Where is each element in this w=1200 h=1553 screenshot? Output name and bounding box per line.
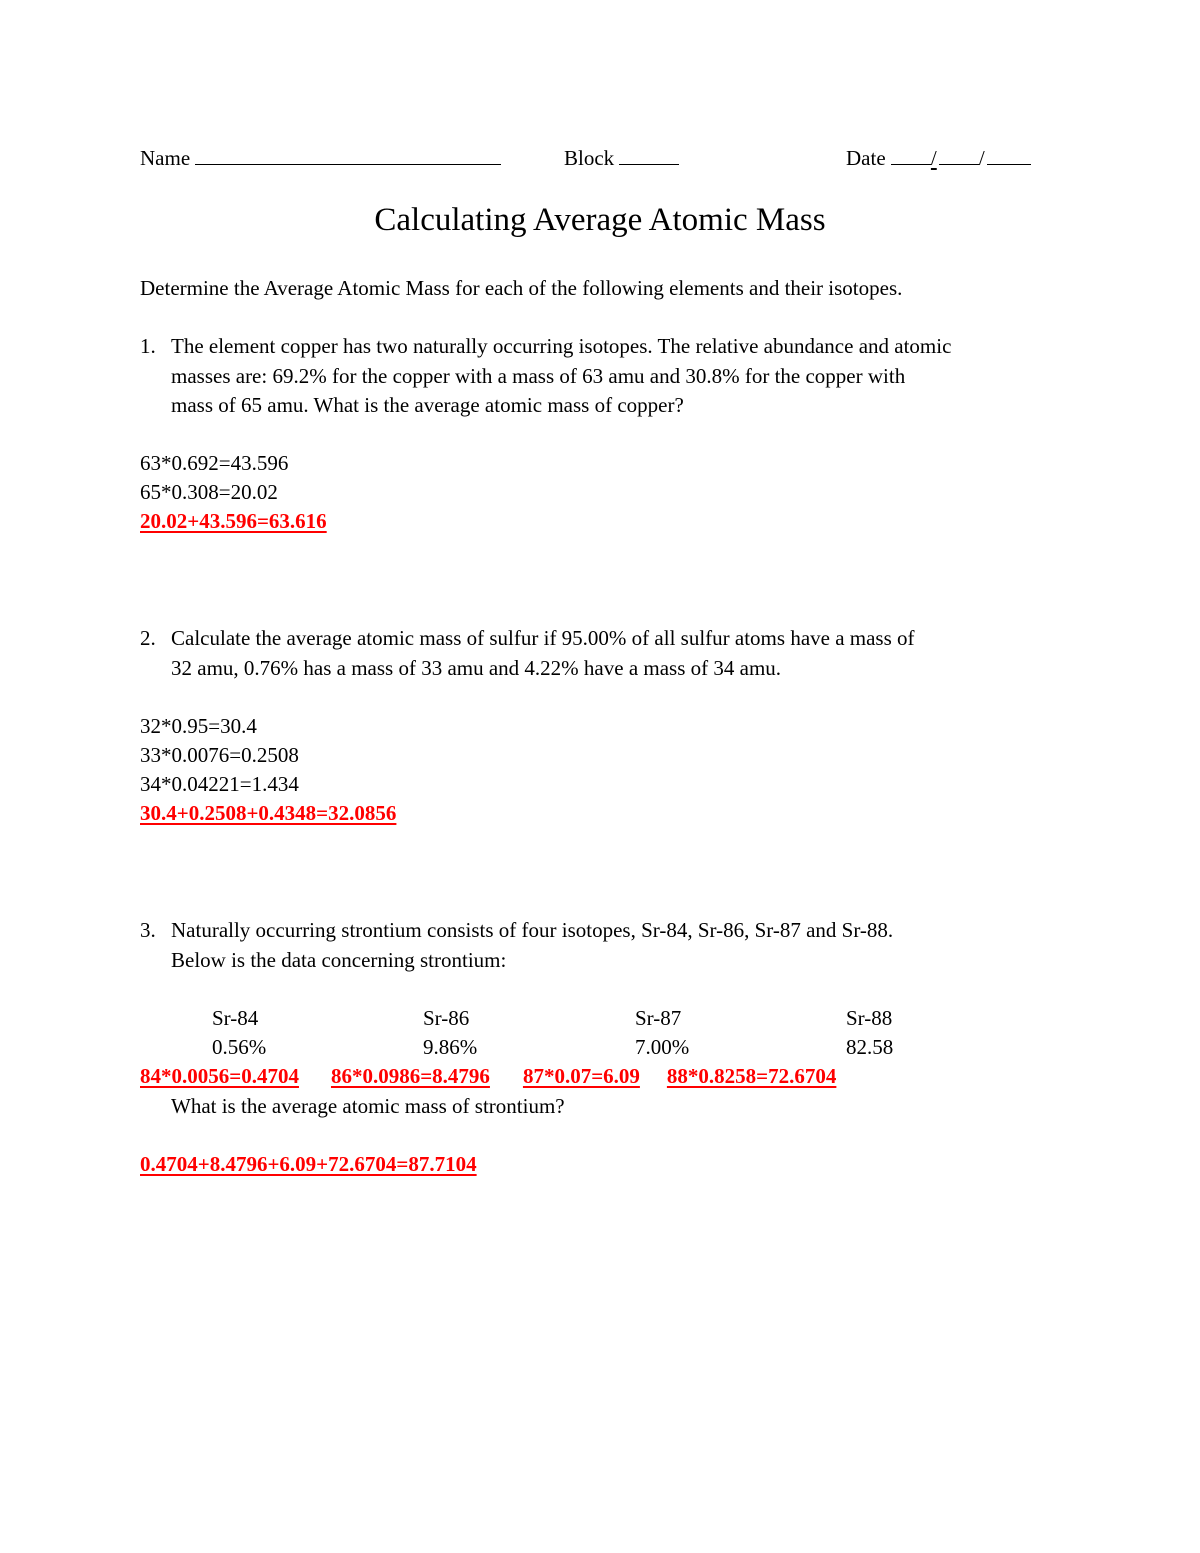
isotope-abundance: 0.56%: [212, 1035, 267, 1059]
question-3-answer: 0.4704+8.4796+6.09+72.6704=87.7104: [140, 1152, 477, 1176]
instructions: Determine the Average Atomic Mass for each of the following elements and their isotopes.: [140, 276, 903, 300]
date-month-blank[interactable]: [891, 146, 939, 170]
isotope-product: 88*0.8258=72.6704: [666, 1064, 837, 1088]
question-3-line: Below is the data concerning strontium:: [171, 948, 507, 972]
question-3-line: Naturally occurring strontium consists of four isotopes, Sr-84, Sr-86, Sr-87 and Sr-88.: [171, 918, 894, 942]
isotope-product-row: [140, 1066, 836, 1087]
date-day-blank[interactable]: [939, 146, 987, 170]
date-year-blank[interactable]: [987, 146, 1031, 165]
question-2-work: 32*0.95=30.4: [140, 714, 257, 738]
name-blank[interactable]: [195, 146, 501, 165]
question-2-work: 33*0.0076=0.2508: [140, 743, 299, 767]
page-title: Calculating Average Atomic Mass: [374, 202, 826, 238]
isotope-product: 84*0.0056=0.4704: [140, 1064, 299, 1088]
question-1-line: The element copper has two naturally occurring isotopes. The relative abundance and atomic: [171, 334, 952, 358]
isotope-abundance: 7.00%: [635, 1035, 690, 1059]
question-2-line: Calculate the average atomic mass of sulfur if 95.00% of all sulfur atoms have a mass of: [171, 626, 915, 650]
question-1-number: 1.: [140, 334, 156, 358]
name-label: Name: [140, 146, 191, 170]
isotope-label: Sr-84: [212, 1006, 259, 1030]
question-1-line: masses are: 69.2% for the copper with a mass of 63 amu and 30.8% for the copper with: [171, 364, 906, 388]
block-blank[interactable]: [619, 146, 679, 165]
date-separator: /: [978, 146, 985, 170]
question-1-line: mass of 65 amu. What is the average atomic mass of copper?: [171, 393, 684, 417]
question-2-number: 2.: [140, 626, 156, 650]
question-3-prompt: What is the average atomic mass of strontium?: [171, 1094, 565, 1118]
date-separator: /: [930, 146, 937, 170]
isotope-product: 87*0.07=6.09: [522, 1064, 640, 1088]
question-3-number: 3.: [140, 918, 156, 942]
question-1-work: 65*0.308=20.02: [140, 480, 278, 504]
isotope-label: Sr-88: [846, 1006, 893, 1030]
date-field: [846, 146, 1031, 169]
question-1-answer: 20.02+43.596=63.616: [140, 509, 327, 533]
name-field: [140, 146, 501, 169]
question-2-answer: 30.4+0.2508+0.4348=32.0856: [140, 801, 397, 825]
isotope-label: Sr-87: [635, 1006, 682, 1030]
question-1-work: 63*0.692=43.596: [140, 451, 289, 475]
isotope-product: 86*0.0986=8.4796: [330, 1064, 490, 1088]
isotope-abundance: 9.86%: [423, 1035, 478, 1059]
date-label: Date: [846, 146, 886, 170]
isotope-label: Sr-86: [423, 1006, 470, 1030]
question-2-work: 34*0.04221=1.434: [140, 772, 299, 796]
question-2-line: 32 amu, 0.76% has a mass of 33 amu and 4.22% have a mass of 34 amu.: [171, 656, 782, 680]
isotope-abundance: 82.58: [846, 1035, 894, 1059]
block-field: [564, 146, 679, 169]
block-label: Block: [564, 146, 615, 170]
